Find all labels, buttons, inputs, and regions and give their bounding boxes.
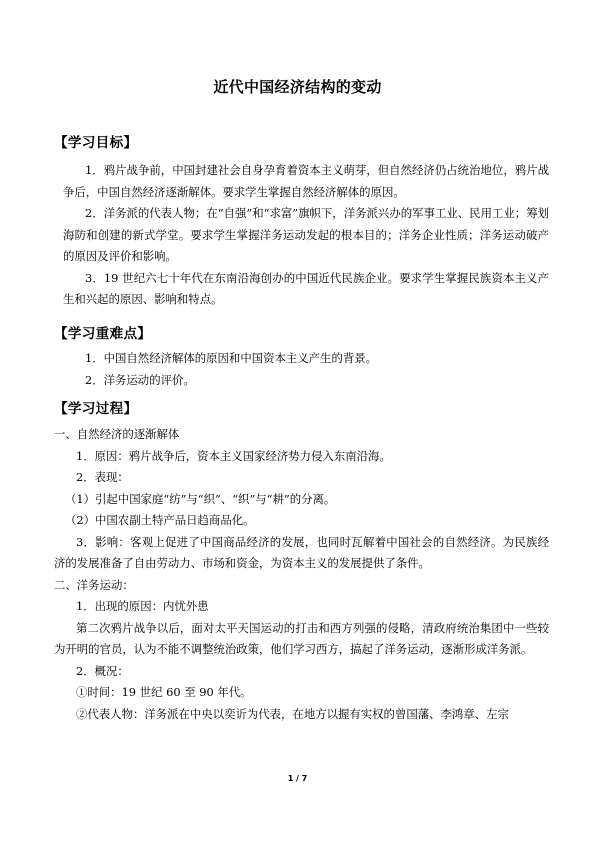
key-point-item-1: 1．中国自然经济解体的原因和中国资本主义产生的背景。 [85, 351, 378, 365]
section-1-impact: 3．影响：客观上促进了中国商品经济的发展，也同时瓦解着中国社会的自然经济。为民族经济的发展准备了自由劳动力、市场和资金，为资本主义的发展提供了条件。 [54, 534, 549, 570]
document-title: 近代中国经济结构的变动 [213, 78, 382, 96]
page-number: 1 / 7 [287, 774, 308, 783]
key-points-heading: 【学习重难点】 [54, 326, 152, 342]
goal-item-2: 2．洋务派的代表人物；在“自强”和“求富”旗帜下，洋务派兴办的军事工业、民用工业；筹划海防和创建的新式学堂。要求学生掌握洋务运动发起的根本目的；洋务企业性质；洋务运动破产的原因及评价和影响。 [63, 206, 549, 263]
section-2-reason: 1．出现的原因：内忧外患 [76, 599, 209, 613]
section-1-manifestation: 2．表现： [76, 470, 129, 484]
goal-item-1: 1．鸦片战争前，中国封建社会自身孕育着资本主义萌芽，但自然经济仍占统治地位，鸦片战争后，中国自然经济逐渐解体。要求学生掌握自然经济解体的原因。 [63, 163, 549, 199]
goals-list [63, 160, 549, 311]
key-points-list [63, 348, 549, 391]
process-heading: 【学习过程】 [54, 401, 138, 417]
section-2-title: 二、洋务运动： [54, 577, 134, 592]
process-body [54, 424, 549, 725]
section-1-cause: 1．原因：鸦片战争后，资本主义国家经济势力侵入东南沿海。 [76, 448, 391, 463]
section-1-title: 一、自然经济的逐渐解体 [54, 427, 180, 441]
section-2-time: ①时间：19 世纪 60 至 90 年代。 [76, 685, 252, 699]
section-2-people: ②代表人物：洋务派在中央以奕䜣为代表，在地方以握有实权的曾国藩、李鸿章、左宗 [76, 706, 509, 721]
section-2-reason-detail: 第二次鸦片战争以后，面对太平天国运动的打击和西方列强的侵略，清政府统治集团中一些较为开明的官员，认为不能不调整统治政策，他们学习西方，搞起了洋务运动，逐渐形成洋务派。 [54, 620, 549, 656]
section-1-manifestation-1: （1）引起中国家庭“纺”与“织”、“织”与“耕”的分离。 [65, 491, 336, 506]
key-point-item-2: 2．洋务运动的评价。 [85, 372, 195, 387]
goal-item-3: 3．19 世纪六七十年代在东南沿海创办的中国近代民族企业。要求学生掌握民族资本主义产生和兴起的原因、影响和特点。 [63, 270, 549, 306]
section-1-manifestation-2: （2）中国农副土特产品日趋商品化。 [65, 513, 255, 527]
section-2-overview: 2．概况： [76, 663, 129, 678]
goals-heading: 【学习目标】 [54, 135, 138, 151]
